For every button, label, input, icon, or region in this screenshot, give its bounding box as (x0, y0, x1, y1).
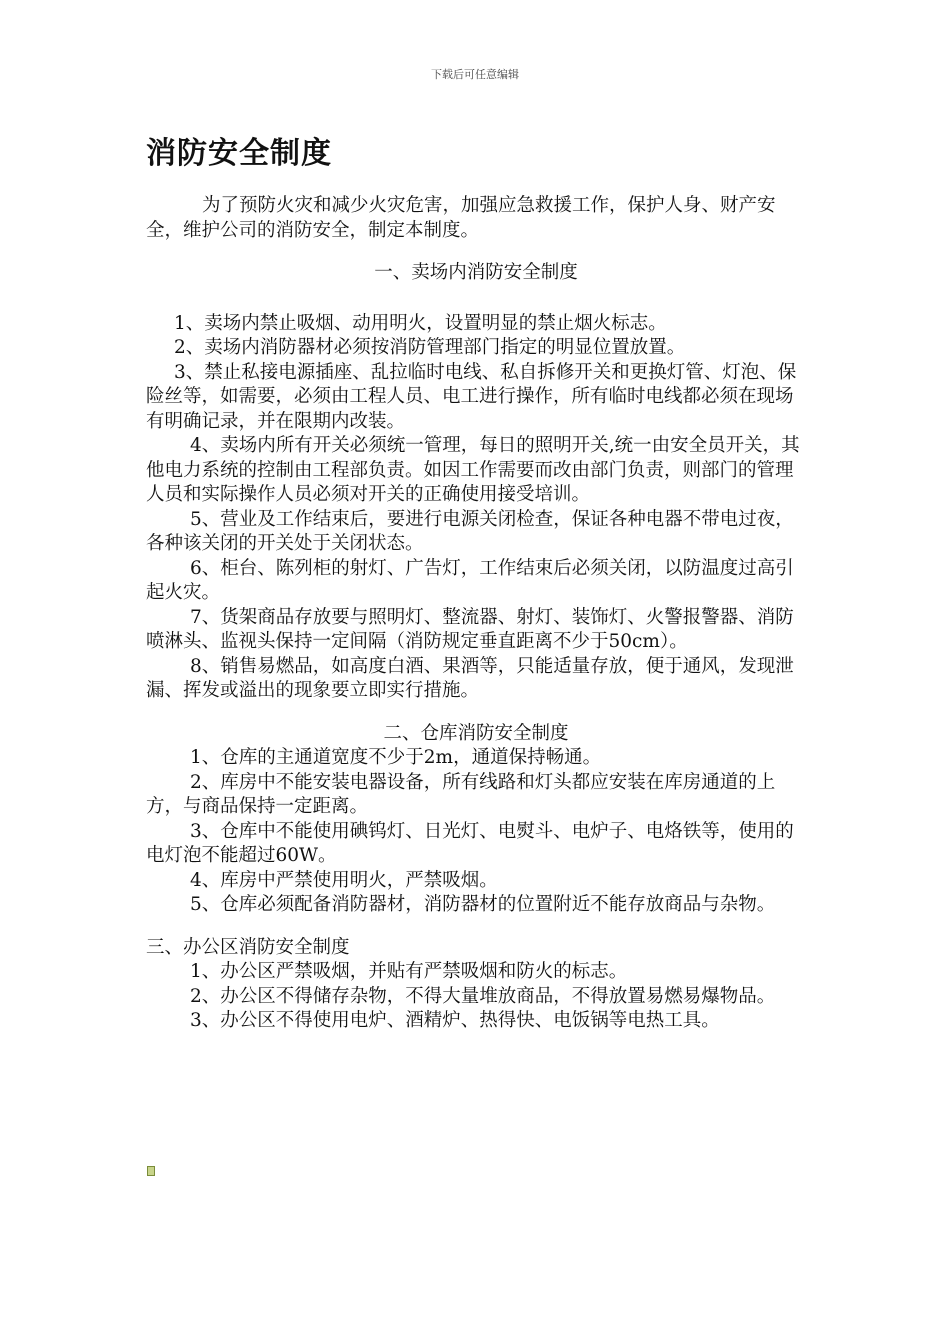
anchor-marker-icon (147, 1166, 155, 1176)
list-item: 8、销售易燃品，如高度白酒、果酒等，只能适量存放，便于通风，发现泄漏、挥发或溢出的现象要立即实行措施。 (146, 655, 794, 701)
list-item: 4、卖场内所有开关必须统一管理，每日的照明开关,统一由安全员开关，其他电力系统的控制由工程部负责。如因工作需要而改由部门负责，则部门的管理人员和实际操作人员必须对开关的正确使用接受培训。 (146, 435, 800, 505)
list-item: 5、营业及工作结束后，要进行电源关闭检查，保证各种电器不带电过夜，各种该关闭的开关处于关闭状态。 (146, 508, 794, 554)
section-heading-office: 三、办公区消防安全制度 (146, 936, 350, 958)
list-item: 1、办公区严禁吸烟，并贴有严禁吸烟和防火的标志。 (190, 961, 628, 982)
list-item: 5、仓库必须配备消防器材，消防器材的位置附近不能存放商品与杂物。 (190, 894, 776, 915)
header-note: 下载后可任意编辑 (431, 68, 519, 81)
document-body (146, 194, 806, 1034)
section-heading-warehouse: 二、仓库消防安全制度 (383, 722, 569, 744)
list-item: 2、办公区不得储存杂物，不得大量堆放商品，不得放置易燃易爆物品。 (190, 985, 776, 1007)
list-item: 2、卖场内消防器材必须按消防管理部门指定的明显位置放置。 (174, 337, 686, 358)
list-item: 4、库房中严禁使用明火，严禁吸烟。 (190, 869, 498, 891)
section-heading-sales-floor: 一、卖场内消防安全制度 (374, 262, 578, 283)
document-title: 消防安全制度 (146, 136, 332, 171)
list-item: 2、库房中不能安装电器设备，所有线路和灯头都应安装在库房通道的上方，与商品保持一定距离。 (146, 771, 776, 817)
list-item: 6、柜台、陈列柜的射灯、广告灯，工作结束后必须关闭，以防温度过高引起火灾。 (146, 557, 794, 603)
list-item: 1、仓库的主通道宽度不少于2m，通道保持畅通。 (190, 747, 602, 768)
list-item: 1、卖场内禁止吸烟、动用明火，设置明显的禁止烟火标志。 (174, 312, 667, 334)
intro-paragraph: 为了预防火灾和减少火灾危害，加强应急救援工作，保护人身、财产安全，维护公司的消防安全，制定本制度。 (146, 195, 776, 241)
list-item: 3、办公区不得使用电炉、酒精炉、热得快、电饭锅等电热工具。 (190, 1010, 720, 1031)
list-item: 3、禁止私接电源插座、乱拉临时电线、私自拆修开关和更换灯管、灯泡、保险丝等，如需要，必须由工程人员、电工进行操作，所有临时电线都必须在现场有明确记录，并在限期内改装。 (146, 361, 797, 432)
list-item: 7、货架商品存放要与照明灯、整流器、射灯、装饰灯、火警报警器、消防喷淋头、监视头保持一定间隔（消防规定垂直距离不少于50cm）。 (146, 606, 794, 652)
list-item: 3、仓库中不能使用碘钨灯、日光灯、电熨斗、电炉子、电烙铁等，使用的电灯泡不能超过60W。 (146, 820, 794, 866)
